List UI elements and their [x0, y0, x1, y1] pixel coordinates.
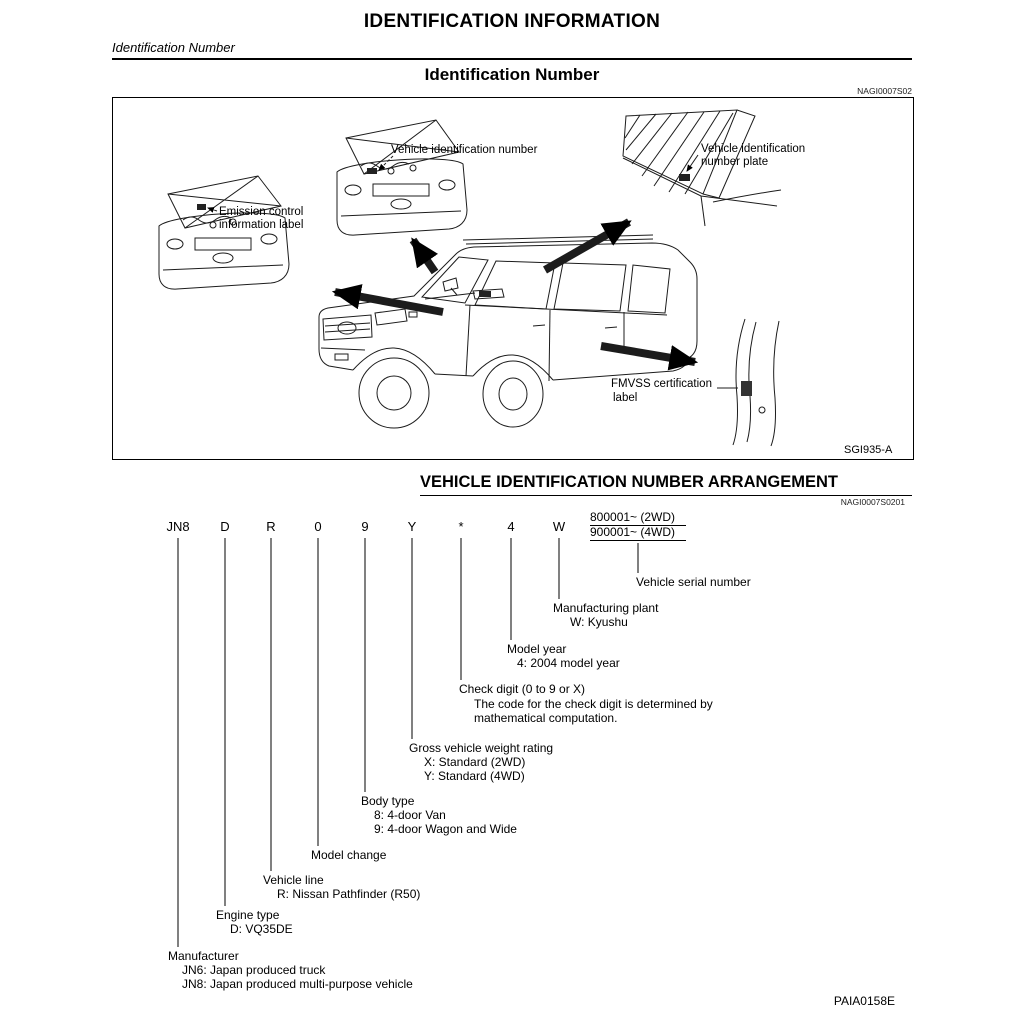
- vin-plate-engine-bay: [367, 168, 377, 174]
- field-engine-type: Engine type: [216, 908, 280, 922]
- vin-char-model-year: 4: [507, 519, 515, 534]
- suv-illustration: [319, 235, 697, 428]
- field-manufacturer: Manufacturer: [168, 949, 239, 963]
- field-model-change: Model change: [311, 848, 387, 862]
- serial-range-2wd: 800001~ (2WD): [590, 511, 686, 526]
- vin-char-manufacturer: JN8: [166, 519, 190, 534]
- running-head: Identification Number: [112, 40, 235, 55]
- callout-emission-line1: Emission control: [219, 206, 304, 218]
- field-body-type: Body type: [361, 794, 415, 808]
- vin-char-engine-type: D: [220, 519, 230, 534]
- callout-vin-number: Vehicle identification number: [391, 144, 538, 156]
- section-reference-code: NAGI0007S02: [857, 86, 912, 96]
- page-reference-code: PAIA0158E: [833, 994, 895, 1008]
- field-gvwr-detail2: Y: Standard (4WD): [424, 769, 525, 783]
- fmvss-label-plate: [741, 381, 752, 396]
- callout-fmvss-line2: label: [613, 392, 638, 404]
- header-rule: [112, 58, 912, 60]
- callout-vin-plate-line1: Vehicle identification: [701, 143, 806, 155]
- field-model-year: Model year: [507, 642, 567, 656]
- field-manufacturer-detail1: JN6: Japan produced truck: [182, 963, 326, 977]
- vin-char-plant: W: [552, 519, 566, 534]
- field-manufacturing-plant: Manufacturing plant: [553, 601, 659, 615]
- arrow-to-windshield-detail: [545, 222, 629, 270]
- vin-char-model-change: 0: [314, 519, 322, 534]
- hood-open-sketch-left: [159, 176, 289, 289]
- field-gvwr-detail1: X: Standard (2WD): [424, 755, 526, 769]
- vin-number-plate: [679, 174, 690, 181]
- figure-code: SGI935-A: [844, 444, 893, 456]
- field-manufacturer-detail2: JN8: Japan produced multi-purpose vehicle: [182, 977, 413, 991]
- field-vehicle-serial-number: Vehicle serial number: [636, 575, 751, 589]
- field-body-type-detail2: 9: 4-door Wagon and Wide: [374, 822, 517, 836]
- headlight: [375, 309, 407, 325]
- section-title: Identification Number: [424, 65, 600, 84]
- hood-open-sketch-center: [337, 120, 467, 235]
- field-engine-type-detail: D: VQ35DE: [230, 922, 293, 936]
- vin-char-vehicle-line: R: [266, 519, 276, 534]
- field-manufacturing-plant-detail: W: Kyushu: [570, 615, 628, 629]
- serial-range-4wd: 900001~ (4WD): [590, 526, 686, 541]
- arrangement-title: VEHICLE IDENTIFICATION NUMBER ARRANGEMENT: [420, 473, 912, 496]
- field-body-type-detail1: 8: 4-door Van: [374, 808, 446, 822]
- arrow-to-left-sketch: [335, 292, 443, 312]
- field-gvwr: Gross vehicle weight rating: [409, 741, 554, 755]
- arrow-to-center-sketch: [413, 240, 435, 272]
- field-vehicle-line: Vehicle line: [263, 873, 324, 887]
- callout-fmvss-line1: FMVSS certification: [611, 378, 712, 390]
- rear-wheel: [483, 361, 543, 427]
- vin-char-check-digit: *: [458, 519, 464, 534]
- arrangement-reference-code: NAGI0007S0201: [840, 497, 905, 507]
- identification-figure: [112, 97, 914, 460]
- grille: [323, 315, 372, 340]
- callout-emission-line2: information label: [219, 219, 304, 231]
- front-wheel: [359, 358, 429, 428]
- field-check-digit-detail1: The code for the check digit is determined by: [474, 697, 713, 711]
- field-check-digit-detail2: mathematical computation.: [474, 711, 618, 725]
- field-vehicle-line-detail: R: Nissan Pathfinder (R50): [277, 887, 421, 901]
- vehicle-illustration: [113, 98, 911, 457]
- arrow-to-door-detail: [601, 346, 695, 362]
- vin-char-body-type: 9: [361, 519, 369, 534]
- vin-char-gvwr: Y: [407, 519, 417, 534]
- windshield-detail: [623, 110, 781, 226]
- callout-vin-plate-line2: number plate: [701, 156, 769, 168]
- door-jamb-detail: [733, 319, 779, 446]
- side-mirror: [443, 278, 458, 291]
- field-check-digit: Check digit (0 to 9 or X): [459, 682, 586, 696]
- hood-vin-plate: [479, 291, 491, 297]
- page-title: IDENTIFICATION INFORMATION: [363, 11, 661, 32]
- field-model-year-detail: 4: 2004 model year: [517, 656, 620, 670]
- emission-label-plate: [197, 204, 206, 210]
